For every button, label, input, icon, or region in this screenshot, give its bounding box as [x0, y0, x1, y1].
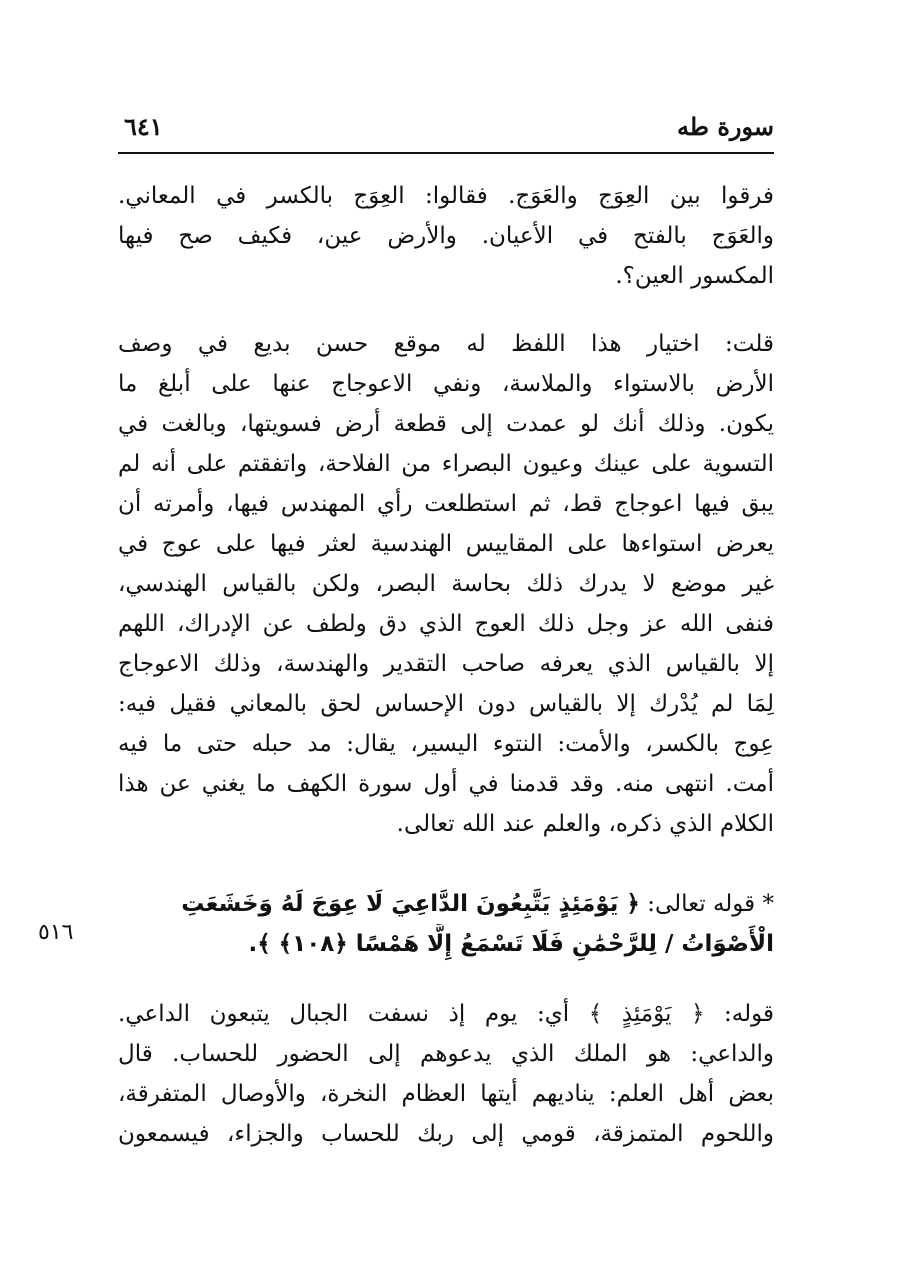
text-line: الأرض بالاستواء والملاسة، ونفي الاعوجاج عنها على أبلغ ما — [118, 371, 774, 397]
page-number: ٦٤١ — [124, 112, 163, 141]
surah-title: سورة طه — [677, 112, 774, 141]
paragraph-answer — [118, 324, 774, 844]
text-line: التسوية على عينك وعيون البصراء من الفلاحة، واتفقتم على أنه لم — [118, 451, 774, 477]
verse-block — [118, 884, 774, 964]
text-line: يعرض استواءها على المقاييس الهندسية لعثر فيها على عوج في — [118, 531, 774, 557]
text-line: غير موضع لا يدرك ذلك بحاسة البصر، ولكن بالقياس الهندسي، — [118, 571, 774, 597]
text-line: أمت. انتهى منه. وقد قدمنا في أول سورة الكهف ما يغني عن هذا — [118, 771, 774, 797]
text-line: لِمَا لم يُدْرك إلا بالقياس دون الإحساس لحق بالمعاني فقيل فيه: — [118, 691, 774, 717]
text-line: قلت: اختيار هذا اللفظ له موقع حسن بديع في وصف — [118, 331, 774, 357]
verse-intro: * قوله تعالى: — [647, 891, 774, 917]
text-line: فنفى الله عز وجل ذلك العوج الذي دق ولطف عن الإدراك، اللهم — [118, 611, 774, 637]
text-line: قوله: ﴿ يَوْمَئِذٍ ﴾ أي: يوم إذ نسفت الجبال يتبعون الداعي. — [118, 1001, 774, 1027]
text-line: يكون. وذلك أنك لو عمدت إلى قطعة أرض فسويتها، وبالغت في — [118, 411, 774, 437]
verse-line-1 — [118, 884, 774, 924]
page-header — [118, 108, 774, 154]
quran-verse-text: الْأَصْوَاتُ / لِلرَّحْمَٰنِ فَلَا تَسْمَعُ إِلَّا هَمْسًا ﴿١٠٨﴾ ﴾. — [248, 931, 774, 957]
text-line: الكلام الذي ذكره، والعلم عند الله تعالى. — [396, 811, 774, 837]
text-line: عِوج بالكسر، والأمت: النتوء اليسير، يقال: مد حبله حتى ما فيه — [118, 731, 774, 757]
text-line: بعض أهل العلم: يناديهم أيتها العظام النخرة، والأوصال المتفرقة، — [118, 1081, 774, 1107]
paragraph-commentary — [118, 994, 774, 1154]
text-line: والعَوَج بالفتح في الأعيان. والأرض عين، فكيف صح فيها — [118, 223, 774, 249]
text-line: واللحوم المتمزقة، قومي إلى ربك للحساب والجزاء، فيسمعون — [118, 1121, 774, 1147]
text-line: يبق فيها اعوجاج قط، ثم استطلعت رأي المهندس فيها، وأمرته أن — [118, 491, 774, 517]
margin-reference-number: ٥١٦ — [38, 920, 74, 945]
text-line: المكسور العين؟. — [615, 263, 774, 289]
quran-verse-text: ﴿ يَوْمَئِذٍ يَتَّبِعُونَ الدَّاعِيَ لَا عِوَجَ لَهُ وَخَشَعَتِ — [181, 891, 640, 917]
paragraph-question — [118, 176, 774, 296]
text-line: إلا بالقياس الذي يعرفه صاحب التقدير والهندسة، وذلك الاعوجاج — [118, 651, 774, 677]
text-line: والداعي: هو الملك الذي يدعوهم إلى الحضور للحساب. قال — [118, 1041, 774, 1067]
text-line: فرقوا بين العِوَج والعَوَج. فقالوا: العِوَج بالكسر في المعاني. — [118, 183, 774, 209]
